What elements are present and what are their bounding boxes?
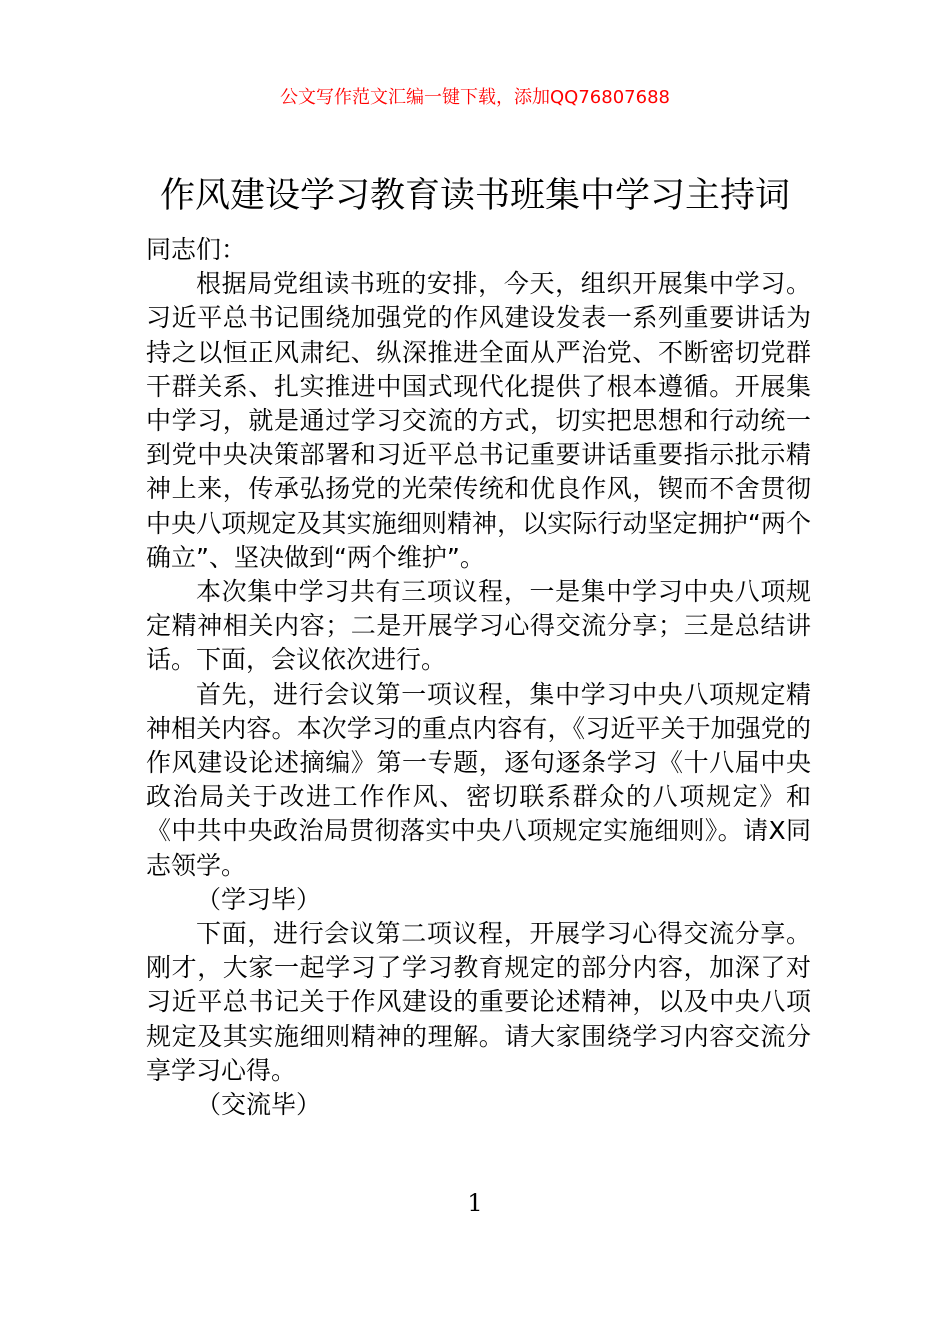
document-title: 作风建设学习教育读书班集中学习主持词 xyxy=(159,176,790,216)
stage-note-study-done: （学习毕） xyxy=(196,884,322,914)
stage-note-exchange-done: （交流毕） xyxy=(196,1090,322,1120)
download-note: 公文写作范文汇编一键下载，添加QQ76807688 xyxy=(280,87,670,108)
document-body xyxy=(146,233,811,1122)
paragraph-second-item: 下面，进行会议第二项议程，开展学习心得交流分享。刚才，大家一起学习了学习教育规定的部分内容，加深了对习近平总书记关于作风建设的重要论述精神，以及中央八项规定及其实施细则精神的理解。请大家围绕学习内容交流分享学习心得。 xyxy=(146,919,811,1085)
salutation: 同志们： xyxy=(146,235,247,264)
paragraph-first-item: 首先，进行会议第一项议程，集中学习中央八项规定精神相关内容。本次学习的重点内容有，《习近平关于加强党的作风建设论述摘编》第一专题，逐句逐条学习《十八届中央政治局关于改进工作作风、密切联系群众的八项规定》和《中共中央政治局贯彻落实中央八项规定实施细则》。请X同志领学。 xyxy=(146,679,811,880)
paragraph-agenda: 本次集中学习共有三项议程，一是集中学习中央八项规定精神相关内容；二是开展学习心得交流分享；三是总结讲话。下面，会议依次进行。 xyxy=(146,577,811,675)
paragraph-intro: 根据局党组读书班的安排，今天，组织开展集中学习。习近平总书记围绕加强党的作风建设发表一系列重要讲话为持之以恒正风肃纪、纵深推进全面从严治党、不断密切党群干群关系、扎实推进中国式现代化提供了根本遵循。开展集中学习，就是通过学习交流的方式，切实把思想和行动统一到党中央决策部署和习近平总书记重要讲话重要指示批示精神上来，传承弘扬党的光荣传统和优良作风，锲而不舍贯彻中央八项规定及其实施细则精神，以实际行动坚定拥护“两个确立”、坚决做到“两个维护”。 xyxy=(146,269,811,572)
page-number: 1 xyxy=(467,1189,483,1217)
